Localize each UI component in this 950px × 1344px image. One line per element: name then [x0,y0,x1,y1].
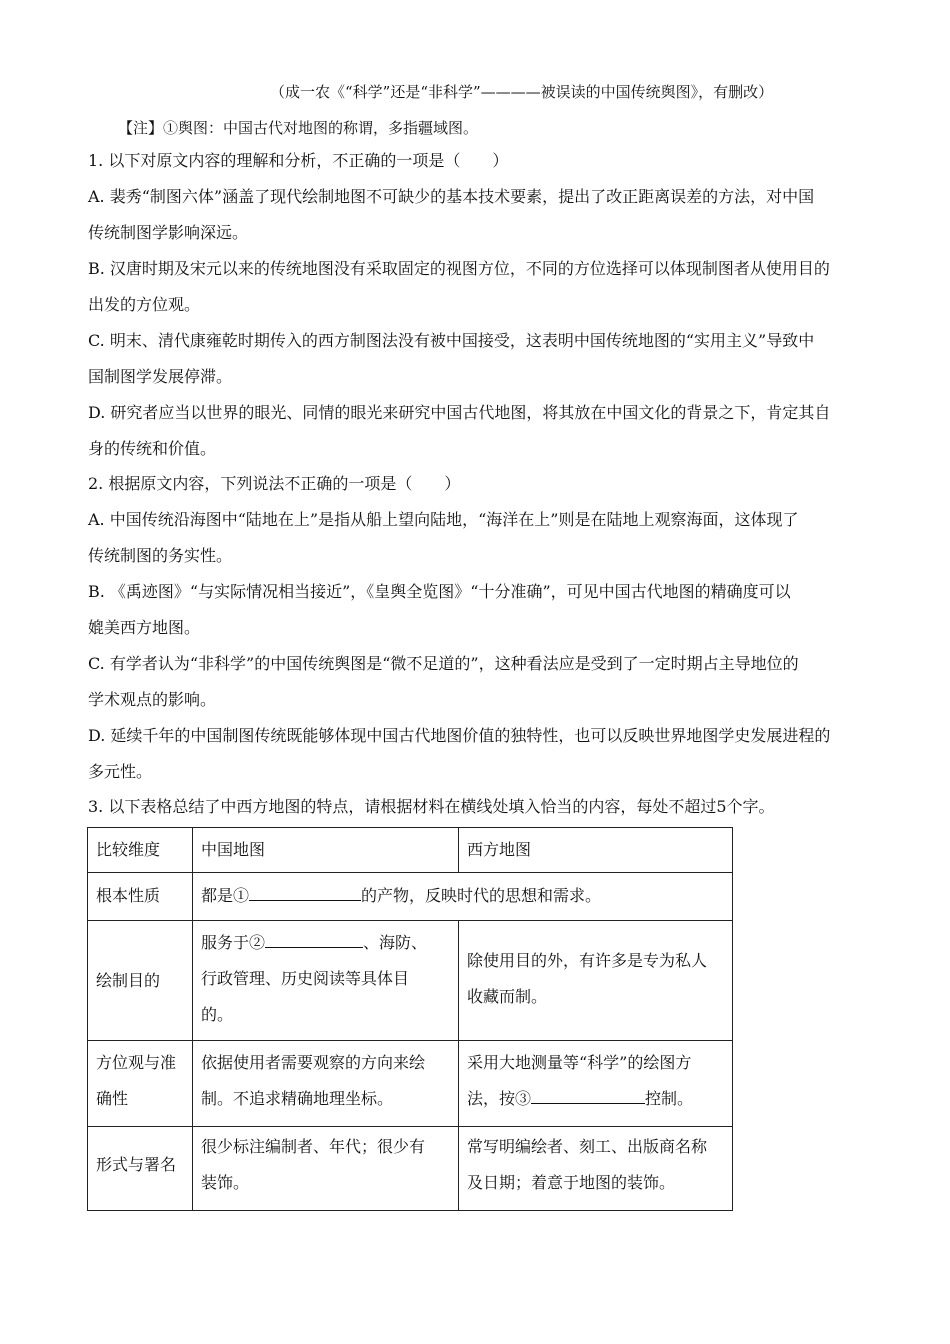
row-orientation-label-line2: 确性 [96,1089,129,1108]
source-citation: （成一农《“科学”还是“非科学”————被误读的中国传统舆图》，有删改） [270,83,774,101]
comparison-table [87,827,733,1211]
header-west [459,828,733,873]
question-2-option-a-line2: 传统制图的务实性。 [88,546,233,565]
question-2-option-d-line2: 多元性。 [88,762,153,781]
row-purpose-china-line3: 的。 [201,1005,234,1024]
row-purpose-west-line2: 收藏而制。 [467,987,548,1006]
question-1-option-b-line2: 出发的方位观。 [88,295,201,314]
row-purpose-west-line1: 除使用目的外，有许多是专为私人 [467,951,708,970]
question-2-option-d-line1: D. 延续千年的中国制图传统既能够体现中国古代地图价值的独特性，也可以反映世界地图学史发展进程的 [88,726,831,745]
question-1-option-c-line1: C. 明末、清代康雍乾时期传入的西方制图法没有被中国接受，这表明中国传统地图的“实用主义”导致中 [88,331,815,350]
row-purpose-china-line1 [201,925,450,961]
row-format-china-line1: 很少标注编制者、年代；很少有 [201,1137,426,1156]
row-nature-label [88,873,193,921]
table-header-row [88,828,733,873]
row-orientation-label [88,1041,193,1127]
blank-2[interactable] [265,929,363,948]
question-2-option-c-line1: C. 有学者认为“非科学”的中国传统舆图是“微不足道的”，这种看法应是受到了一定时期占主导地位的 [88,654,799,673]
question-1-option-c-line2: 国制图学发展停滞。 [88,367,233,386]
blank-3[interactable] [531,1085,645,1104]
row-format-label-text: 形式与署名 [96,1155,177,1174]
row-purpose-label [88,921,193,1041]
row-orientation-label-line1: 方位观与准 [96,1053,177,1072]
row-purpose-china [193,921,459,1041]
footnote: 【注】①舆图：中国古代对地图的称谓，多指疆域图。 [118,119,479,137]
row-orientation-china [193,1041,459,1127]
row-nature-label-text: 根本性质 [96,886,161,905]
row-format-west [459,1127,733,1211]
header-dimension-text: 比较维度 [96,840,161,859]
header-china-text: 中国地图 [201,840,266,859]
question-3-stem: 3. 以下表格总结了中西方地图的特点，请根据材料在横线处填入恰当的内容，每处不超过5个字。 [88,797,775,816]
row-format-china [193,1127,459,1211]
table-row-purpose [88,921,733,1041]
question-1-option-b-line1: B. 汉唐时期及宋元以来的传统地图没有采取固定的视图方位，不同的方位选择可以体现制图者从使用目的 [88,259,830,278]
question-2-stem: 2. 根据原文内容，下列说法不正确的一项是（ ） [88,474,461,493]
table-row-nature [88,873,733,921]
row-nature-post: 的产物，反映时代的思想和需求。 [361,886,602,905]
row-format-west-line1: 常写明编绘者、刻工、出版商名称 [467,1137,708,1156]
question-1-option-d-line1: D. 研究者应当以世界的眼光、同情的眼光来研究中国古代地图，将其放在中国文化的背景之下，肯定其自 [88,403,831,422]
row-nature-pre: 都是① [201,886,250,905]
header-west-text: 西方地图 [467,840,532,859]
row-format-west-line2: 及日期；着意于地图的装饰。 [467,1173,676,1192]
question-2-option-c-line2: 学术观点的影响。 [88,690,217,709]
table-row-orientation [88,1041,733,1127]
row-format-china-line2: 装饰。 [201,1173,250,1192]
question-2-option-b-line1: B. 《禹迹图》“与实际情况相当接近”，《皇舆全览图》“十分准确”，可见中国古代地图的精确度可以 [88,582,791,601]
row-purpose-china-line2: 行政管理、历史阅读等具体目 [201,969,410,988]
row-orientation-china-line1: 依据使用者需要观察的方向来绘 [201,1053,426,1072]
row-orientation-west-pre: 法，按③ [467,1089,532,1108]
question-1-option-d-line2: 身的传统和价值。 [88,439,217,458]
row-orientation-west [459,1041,733,1127]
row-orientation-china-line2: 制。不追求精确地理坐标。 [201,1089,394,1108]
row-orientation-west-line1: 采用大地测量等“科学”的绘图方 [467,1053,692,1072]
question-2-option-b-line2: 媲美西方地图。 [88,618,201,637]
row-nature-content [193,873,733,921]
header-china [193,828,459,873]
row-purpose-west [459,921,733,1041]
header-dimension [88,828,193,873]
question-1-option-a-line1: A. 裴秀“制图六体”涵盖了现代绘制地图不可缺少的基本技术要素，提出了改正距离误差的方法，对中国 [88,187,815,206]
row-purpose-label-text: 绘制目的 [96,970,161,990]
question-1-stem: 1. 以下对原文内容的理解和分析，不正确的一项是（ ） [88,151,509,170]
row-format-label [88,1127,193,1211]
question-2-option-a-line1: A. 中国传统沿海图中“陆地在上”是指从船上望向陆地，“海洋在上”则是在陆地上观察海面，这体现了 [88,510,799,529]
table-row-format [88,1127,733,1211]
row-purpose-china-pre: 服务于② [201,933,266,952]
blank-1[interactable] [249,882,361,901]
row-orientation-west-post: 控制。 [645,1089,694,1108]
row-purpose-china-post: 、海防、 [363,933,428,952]
question-1-option-a-line2: 传统制图学影响深远。 [88,223,249,242]
row-orientation-west-line2 [467,1081,724,1117]
